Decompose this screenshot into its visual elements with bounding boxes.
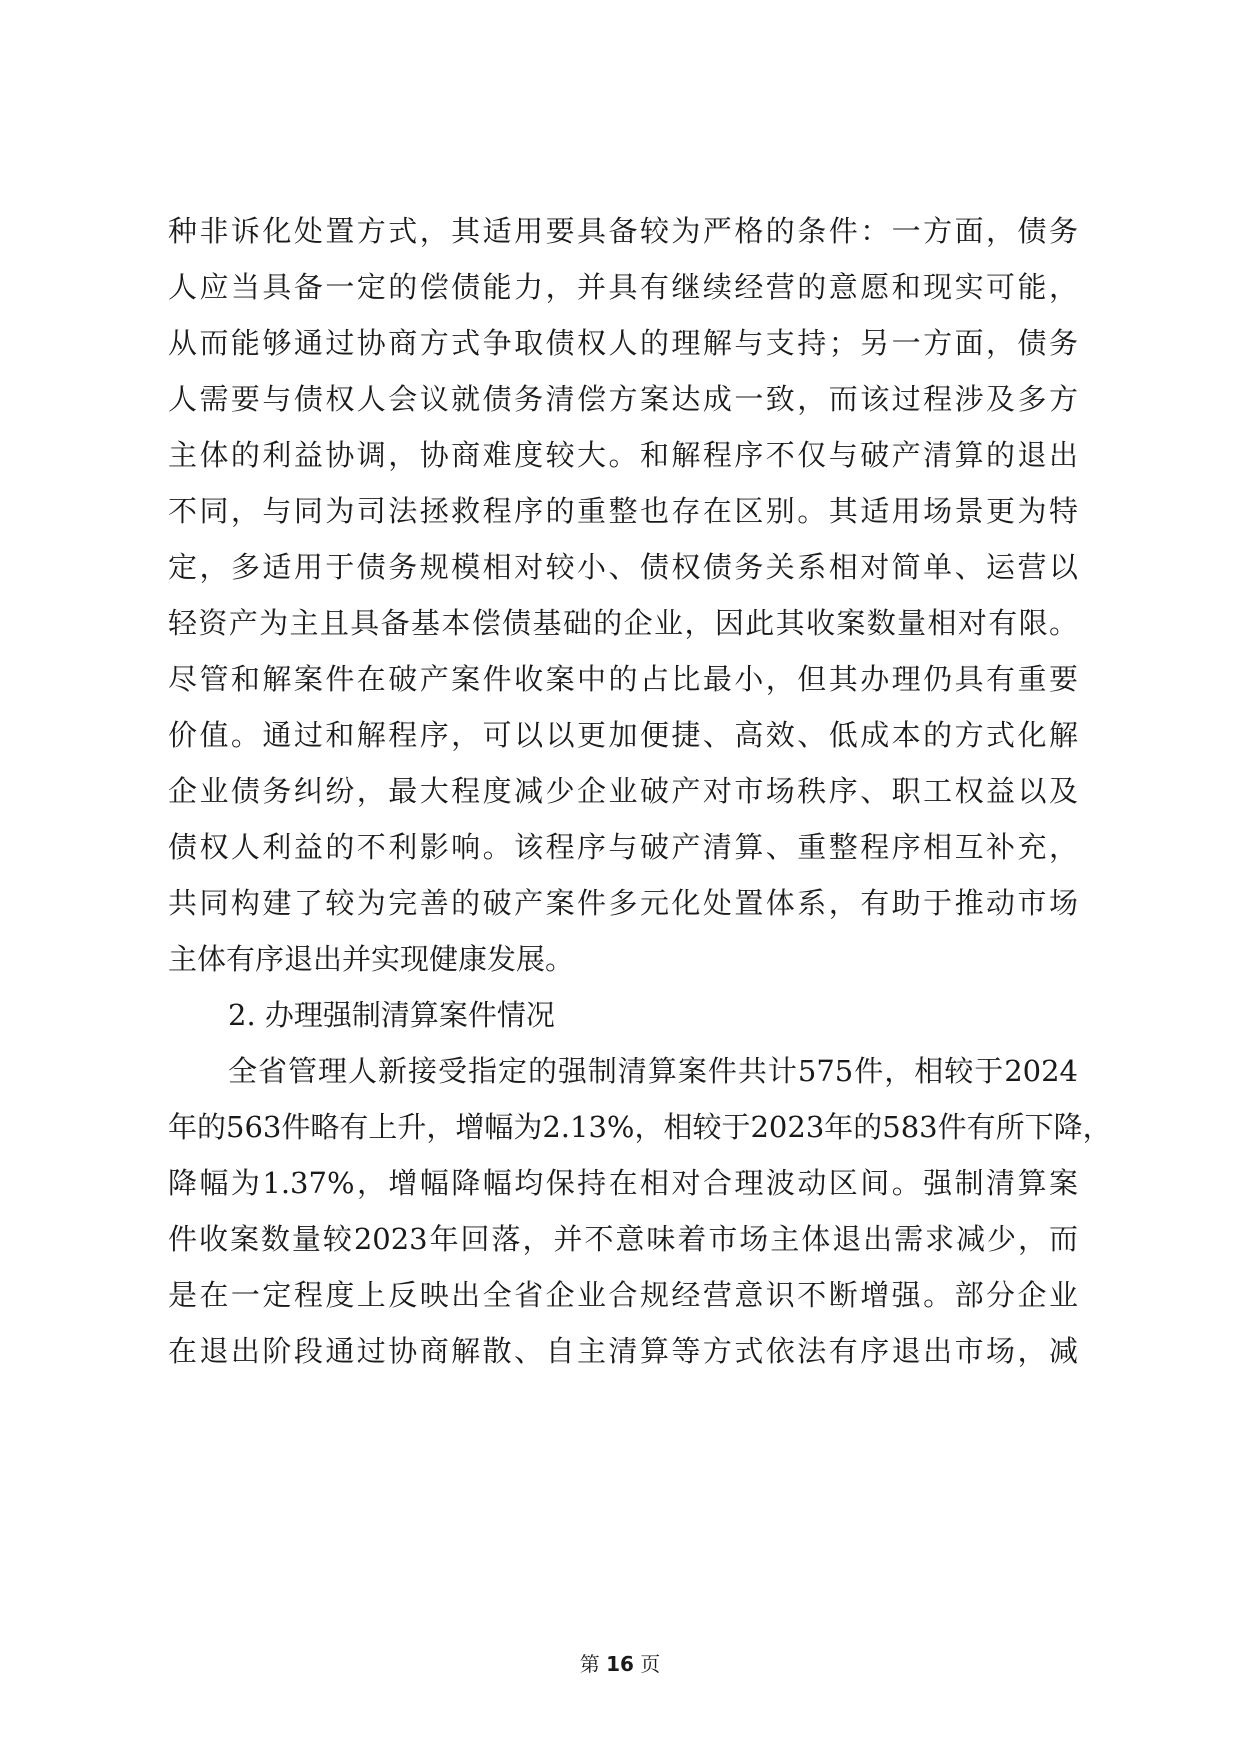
paragraph-line: 尽管和解案件在破产案件收案中的占比最小，但其办理仍具有重要 [168, 662, 1078, 696]
paragraph-line: 企业债务纠纷，最大程度减少企业破产对市场秩序、职工权益以及 [168, 774, 1078, 808]
paragraph-line: 轻资产为主且具备基本偿债基础的企业，因此其收案数量相对有限。 [168, 606, 1078, 640]
paragraph-line: 不同，与同为司法拯救程序的重整也存在区别。其适用场景更为特 [168, 494, 1078, 528]
section-heading: 2. 办理强制清算案件情况 [228, 998, 555, 1032]
page-label-prefix: 第 [579, 1652, 600, 1676]
paragraph-line: 从而能够通过协商方式争取债权人的理解与支持；另一方面，债务 [168, 326, 1078, 360]
paragraph-line: 降幅为1.37%，增幅降幅均保持在相对合理波动区间。强制清算案 [168, 1166, 1078, 1200]
paragraph-line: 种非诉化处置方式，其适用要具备较为严格的条件：一方面，债务 [168, 214, 1078, 248]
paragraph-line: 共同构建了较为完善的破产案件多元化处置体系，有助于推动市场 [168, 886, 1078, 920]
page-label-suffix: 页 [640, 1652, 661, 1676]
paragraph-line: 债权人利益的不利影响。该程序与破产清算、重整程序相互补充， [168, 830, 1078, 864]
paragraph-line: 人需要与债权人会议就债务清偿方案达成一致，而该过程涉及多方 [168, 382, 1078, 416]
paragraph-line: 年的563件略有上升，增幅为2.13%，相较于2023年的583件有所下降， [168, 1110, 1112, 1144]
paragraph-line: 主体有序退出并实现健康发展。 [168, 942, 575, 976]
page-number: 16 [606, 1652, 634, 1676]
paragraph-line: 价值。通过和解程序，可以以更加便捷、高效、低成本的方式化解 [168, 718, 1078, 752]
paragraph-line: 人应当具备一定的偿债能力，并具有继续经营的意愿和现实可能， [168, 270, 1078, 304]
paragraph-line: 全省管理人新接受指定的强制清算案件共计575件，相较于2024 [228, 1054, 1078, 1088]
paragraph-line: 是在一定程度上反映出全省企业合规经营意识不断增强。部分企业 [168, 1278, 1078, 1312]
paragraph-line: 在退出阶段通过协商解散、自主清算等方式依法有序退出市场，减 [168, 1334, 1078, 1368]
page-footer [0, 1650, 1240, 1678]
paragraph-line: 主体的利益协调，协商难度较大。和解程序不仅与破产清算的退出 [168, 438, 1078, 472]
paragraph-line: 件收案数量较2023年回落，并不意味着市场主体退出需求减少，而 [168, 1222, 1078, 1256]
paragraph-line: 定，多适用于债务规模相对较小、债权债务关系相对简单、运营以 [168, 550, 1078, 584]
